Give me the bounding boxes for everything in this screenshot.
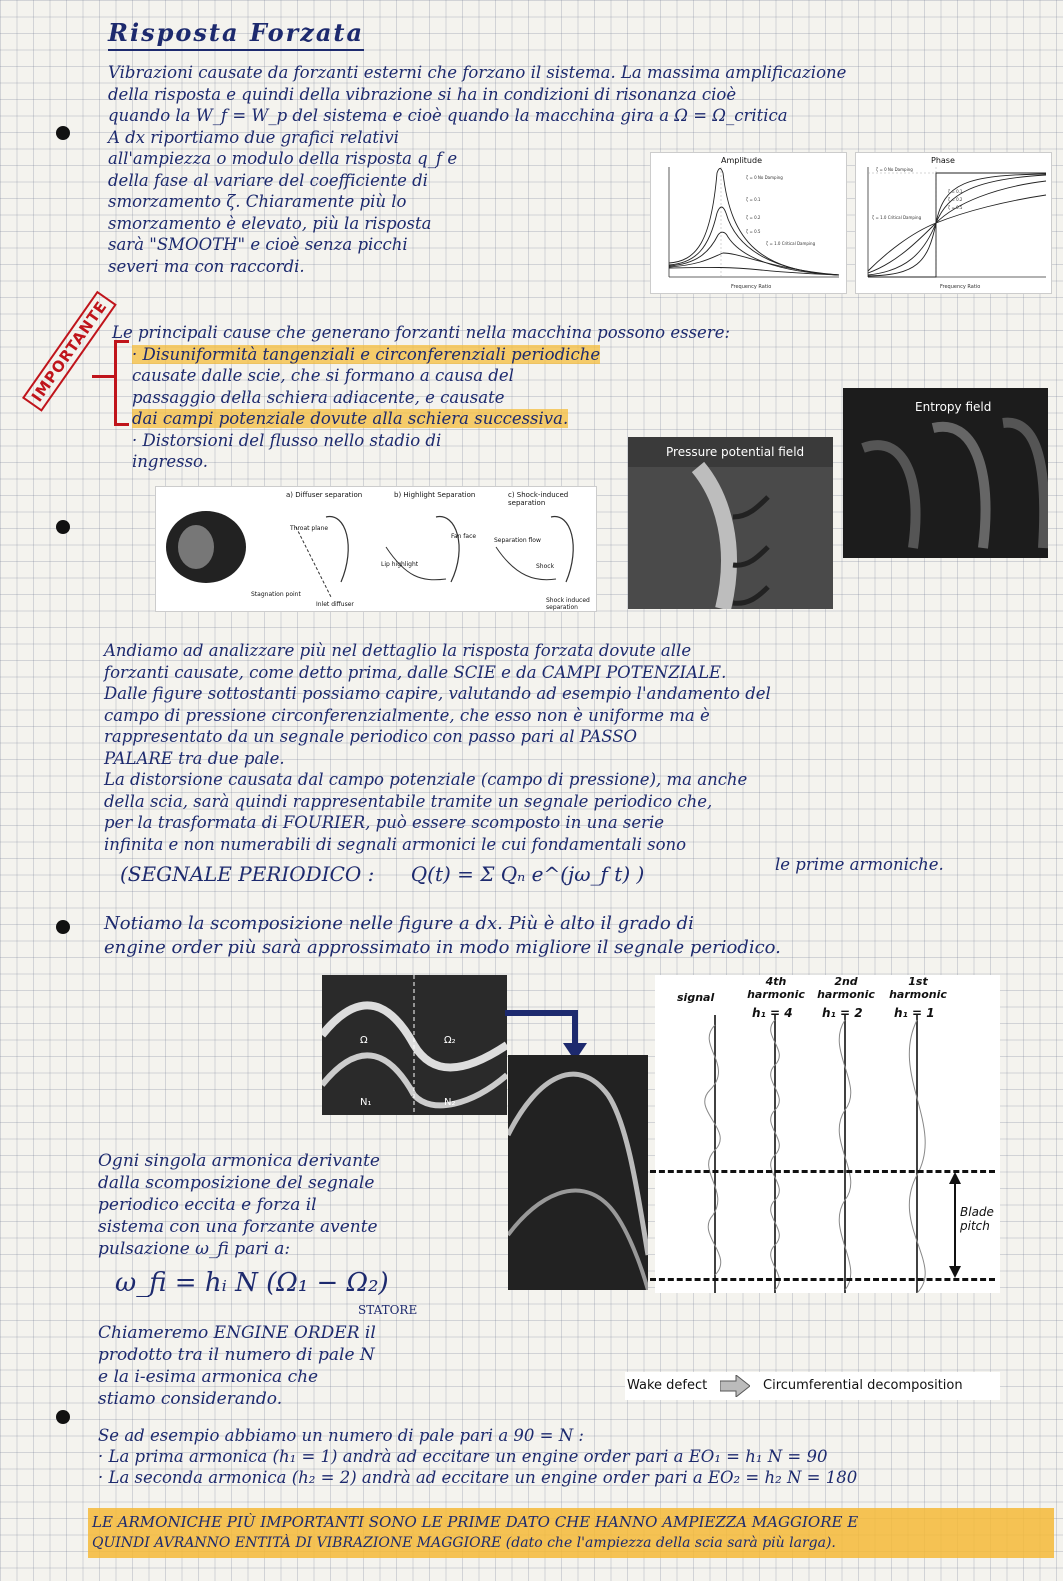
example-line: · La prima armonica (h₁ = 1) andrà ad eccitare un engine order pari a EO₁ = h₁ N = 90 [98, 1447, 828, 1466]
engine-line: prodotto tra il numero di pale N [98, 1345, 375, 1365]
conclusion-box [88, 1508, 1054, 1558]
rotor-stator-image [322, 975, 507, 1115]
pitch-line-bottom [650, 1278, 995, 1281]
analysis-line: PALARE tra due pale. [104, 748, 285, 768]
wake-image [508, 1055, 648, 1290]
diffuser-label: Shock [536, 563, 555, 570]
phase-legend: ζ = 0.1 [948, 189, 963, 194]
causes-line: causate dalle scie, che si formano a causa del [132, 366, 514, 385]
diffuser-label: Throat plane [290, 525, 329, 532]
pitch-line-top [650, 1170, 995, 1173]
causes-line: ingresso. [132, 452, 208, 471]
intro-line: della fase al variare del coefficiente di [108, 170, 428, 190]
rotor-label: Ω [360, 1035, 368, 1046]
amp-legend: ζ = 0.1 [746, 197, 761, 202]
causes-line: dai campi potenziale dovute alla schiera successiva. [132, 409, 569, 428]
amplitude-chart [650, 152, 847, 294]
harmonic-subheader: h₁ = 4 [752, 1006, 793, 1020]
intro-line: severi ma con raccordi. [108, 256, 305, 276]
causes-line: passaggio della schiera adiacente, e causate [132, 387, 505, 407]
note-line: engine order più sarà approssimato in modo migliore il segnale periodico. [104, 937, 781, 958]
rotor-label: N₁ [360, 1097, 372, 1108]
harmonic-header: signal [677, 991, 715, 1004]
amplitude-chart-svg [651, 153, 846, 293]
diffuser-label: Inlet diffuser [316, 601, 354, 608]
entropy-blades [843, 388, 1048, 558]
analysis-line: forzanti causate, come detto prima, dalle SCIE e da CAMPI POTENZIALE. [104, 662, 727, 682]
entropy-field-label: Entropy field [915, 400, 992, 414]
example-line: Se ad esempio abbiamo un numero di pale pari a 90 = N : [98, 1426, 584, 1445]
phase-xlabel: Frequency Ratio [940, 284, 981, 290]
analysis-line: rappresentato da un segnale periodico con passo pari al PASSO [104, 727, 638, 746]
example-paragraph [98, 1425, 857, 1488]
pressure-field-image [628, 437, 833, 609]
analysis-line: infinita e non numerabili di segnali armonici le cui fondamentali sono [104, 834, 687, 854]
formula-tail: le prime armoniche. [775, 855, 944, 874]
pressure-field-label: Pressure potential field [666, 445, 805, 459]
formula-expression: Q(t) = Σ Qₙ e^(jω_f t) ) [410, 862, 645, 886]
amp-legend: ζ = 0.5 [746, 229, 761, 234]
pressure-blades [628, 437, 833, 609]
phase-chart-svg [856, 153, 1051, 293]
conclusion-line: QUINDI AVRANNO ENTITÀ DI VIBRAZIONE MAGGIORE (dato che l'ampiezza della scia sarà più larga). [92, 1535, 836, 1551]
diffuser-figure [155, 486, 597, 612]
amplitude-chart-title: Amplitude [721, 156, 762, 165]
diffuser-label: Lip highlight [381, 561, 419, 568]
intro-line: Vibrazioni causate da forzanti esterni che forzano il sistema. La massima amplificazione [108, 63, 847, 82]
analysis-line: per la trasformata di FOURIER, può essere scomposto in una serie [104, 813, 665, 832]
conclusion-line: LE ARMONICHE PIÙ IMPORTANTI SONO LE PRIME DATO CHE HANNO AMPIEZZA MAGGIORE E [92, 1513, 859, 1531]
phase-legend: ζ = 0.5 [948, 205, 963, 210]
diffuser-label: Stagnation point [251, 591, 301, 598]
punch-hole [56, 920, 70, 934]
intro-line: sarà "SMOOTH" e cioè senza picchi [108, 235, 408, 254]
intro-line: smorzamento è elevato, più la risposta [108, 213, 432, 233]
example-line: · La seconda armonica (h₂ = 2) andrà ad eccitare un engine order pari a EO₂ = h₂ N = 180 [98, 1468, 858, 1487]
blade-pitch-label: Blade pitch [960, 1205, 994, 1233]
diffuser-label: Fan face [451, 533, 477, 540]
decomposition-label: Circumferential decomposition [763, 1378, 963, 1393]
engine-order-paragraph [98, 1322, 376, 1410]
engine-line: stiamo considerando. [98, 1389, 283, 1409]
note-line: Notiamo la scomposizione nelle figure a dx. Più è alto il grado di [104, 913, 694, 934]
engine-order-formula: ω_fi = hᵢ N (Ω₁ − Ω₂) [115, 1268, 389, 1298]
intro-line: all'ampiezza o modulo della risposta q_f e [108, 149, 458, 168]
intro-line: smorzamento ζ. Chiaramente più lo [108, 192, 407, 211]
causes-line: Le principali cause che generano forzanti nella macchina possono essere: [112, 323, 731, 342]
phase-chart [855, 152, 1052, 294]
analysis-line: della scia, sarà quindi rappresentabile tramite un segnale periodico che, [104, 791, 713, 811]
wake-defect-label: Wake defect [627, 1378, 708, 1393]
amp-legend: ζ = 1.0 Critical Damping [766, 241, 816, 246]
harmonic-line: dalla scomposizione del segnale [98, 1173, 375, 1193]
harmonic-line: Ogni singola armonica derivante [98, 1151, 380, 1171]
diffuser-label: Shock induced separation [546, 597, 590, 611]
engine-line: Chiameremo ENGINE ORDER il [98, 1323, 376, 1343]
page-title: Risposta Forzata [108, 18, 364, 51]
diffuser-caption: a) Diffuser separation [286, 491, 363, 499]
analysis-line: Dalle figure sottostanti possiamo capire, valutando ad esempio l'andamento del [104, 684, 771, 703]
punch-hole [56, 1410, 70, 1424]
phase-legend: ζ = 1.0 Critical Damping [872, 215, 922, 220]
harmonic-subheader: h₁ = 2 [822, 1006, 863, 1020]
diffuser-label: Separation flow [494, 537, 541, 544]
phase-chart-title: Phase [931, 156, 955, 165]
analysis-line: campo di pressione circonferenzialmente, che esso non è uniforme ma è [104, 705, 710, 725]
stator-note: STATORE [358, 1303, 418, 1317]
punch-hole [56, 126, 70, 140]
harmonic-header: 1st harmonic [889, 975, 947, 1001]
punch-hole [56, 520, 70, 534]
diffuser-drawing [156, 487, 596, 611]
amp-legend: ζ = 0 No Damping [746, 175, 783, 180]
entropy-field-image [843, 388, 1048, 558]
harmonic-line: pulsazione ω_fi pari a: [98, 1239, 291, 1259]
amp-xlabel: Frequency Ratio [731, 284, 772, 290]
rotor-label: Ω₂ [444, 1035, 456, 1046]
causes-line: · Distorsioni del flusso nello stadio di [132, 430, 442, 450]
phase-legend: ζ = 0 No Damping [876, 167, 913, 172]
harmonic-paragraph [98, 1150, 380, 1260]
analysis-line: La distorsione causata dal campo potenziale (campo di pressione), ma anche [104, 770, 748, 789]
analysis-paragraph [104, 640, 771, 855]
intro-line: della risposta e quindi della vibrazione si ha in condizioni di risonanza cioè [108, 84, 737, 104]
amp-legend: ζ = 0.2 [746, 215, 761, 220]
importante-stamp: IMPORTANTE [22, 291, 117, 412]
formula-label: (SEGNALE PERIODICO : [120, 862, 375, 886]
diffuser-caption: b) Highlight Separation [394, 491, 476, 499]
harmonic-header: 2nd harmonic [817, 975, 875, 1001]
arrow-right-icon [720, 1375, 750, 1397]
rotor-stator-drawing [322, 975, 507, 1115]
analysis-line: Andiamo ad analizzare più nel dettaglio la risposta forzata dovute alle [104, 641, 692, 660]
harmonic-header: 4th harmonic [747, 975, 805, 1001]
note-paragraph [104, 912, 781, 960]
wake-defect-bar [625, 1372, 1000, 1400]
harmonic-line: sistema con una forzante avente [98, 1217, 378, 1237]
harmonic-subheader: h₁ = 1 [894, 1006, 935, 1020]
wake-drawing [508, 1055, 648, 1290]
causes-line: · Disuniformità tangenziali e circonferenziali periodiche [132, 344, 601, 364]
periodic-signal-formula [120, 862, 644, 886]
diffuser-caption: c) Shock-induced separation [508, 491, 569, 507]
harmonic-line: periodico eccita e forza il [98, 1195, 317, 1215]
phase-legend: ζ = 0.2 [948, 197, 963, 202]
engine-line: e la i-esima armonica che [98, 1367, 319, 1387]
intro-line: quando la W_f = W_p del sistema e cioè quando la macchina gira a Ω = Ω_critica [108, 106, 788, 125]
rotor-label: N₂ [444, 1097, 456, 1108]
intro-line: A dx riportiamo due grafici relativi [108, 127, 399, 147]
blade-pitch-arrow-icon [945, 1172, 965, 1278]
red-bracket-tick [92, 375, 114, 378]
